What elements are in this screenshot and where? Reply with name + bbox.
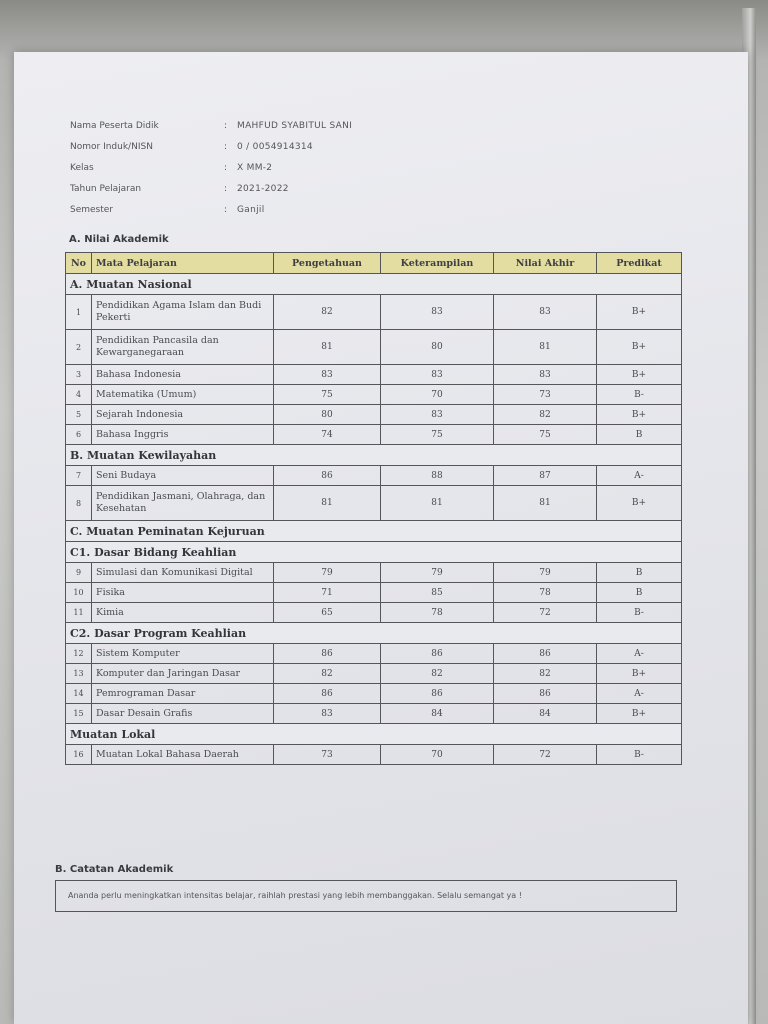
group-row xyxy=(66,623,682,644)
row-no: 5 xyxy=(66,405,92,425)
row-final: 83 xyxy=(494,295,597,330)
row-knowledge: 82 xyxy=(274,664,381,684)
row-knowledge: 82 xyxy=(274,295,381,330)
table-row xyxy=(66,745,682,765)
row-no: 13 xyxy=(66,664,92,684)
row-subject: Fisika xyxy=(92,583,274,603)
table-header-row xyxy=(66,253,682,274)
group-title: C2. Dasar Program Keahlian xyxy=(66,623,682,644)
info-value: 2021-2022 xyxy=(237,184,289,194)
table-row xyxy=(66,563,682,583)
row-final: 86 xyxy=(494,644,597,664)
table-row xyxy=(66,295,682,330)
row-predicate: A- xyxy=(597,466,682,486)
academic-section-title: A. Nilai Akademik xyxy=(69,234,169,245)
notes-section-title: B. Catatan Akademik xyxy=(55,864,174,875)
row-predicate: B+ xyxy=(597,295,682,330)
row-skill: 82 xyxy=(381,664,494,684)
row-knowledge: 73 xyxy=(274,745,381,765)
academic-note: Ananda perlu meningkatkan intensitas belajar, raihlah prestasi yang lebih membanggakan. Selalu semangat ya ! xyxy=(55,880,677,912)
info-label: Kelas xyxy=(70,163,94,173)
row-predicate: A- xyxy=(597,684,682,704)
row-subject: Pendidikan Pancasila dan Kewarganegaraan xyxy=(92,330,274,365)
row-predicate: B xyxy=(597,563,682,583)
table-row xyxy=(66,684,682,704)
group-title: A. Muatan Nasional xyxy=(66,274,682,295)
row-predicate: B- xyxy=(597,385,682,405)
table-row xyxy=(66,466,682,486)
grades-table xyxy=(65,252,682,765)
info-row-semester xyxy=(70,200,470,221)
group-title: C. Muatan Peminatan Kejuruan xyxy=(66,521,682,542)
row-skill: 85 xyxy=(381,583,494,603)
row-knowledge: 81 xyxy=(274,486,381,521)
row-knowledge: 86 xyxy=(274,684,381,704)
table-row xyxy=(66,664,682,684)
info-row-name xyxy=(70,116,470,137)
table-row xyxy=(66,603,682,623)
row-no: 4 xyxy=(66,385,92,405)
row-knowledge: 83 xyxy=(274,704,381,724)
row-no: 3 xyxy=(66,365,92,385)
row-no: 16 xyxy=(66,745,92,765)
row-knowledge: 81 xyxy=(274,330,381,365)
row-final: 83 xyxy=(494,365,597,385)
row-final: 78 xyxy=(494,583,597,603)
row-subject: Seni Budaya xyxy=(92,466,274,486)
info-colon: : xyxy=(224,121,228,131)
row-final: 84 xyxy=(494,704,597,724)
row-final: 72 xyxy=(494,603,597,623)
info-value: Ganjil xyxy=(237,205,265,215)
row-knowledge: 79 xyxy=(274,563,381,583)
group-title: Muatan Lokal xyxy=(66,724,682,745)
row-subject: Bahasa Indonesia xyxy=(92,365,274,385)
row-subject: Matematika (Umum) xyxy=(92,385,274,405)
row-skill: 83 xyxy=(381,295,494,330)
row-knowledge: 83 xyxy=(274,365,381,385)
row-skill: 86 xyxy=(381,684,494,704)
row-predicate: B- xyxy=(597,603,682,623)
row-subject: Pendidikan Agama Islam dan Budi Pekerti xyxy=(92,295,274,330)
header-knowledge: Pengetahuan xyxy=(274,253,381,274)
info-colon: : xyxy=(224,205,228,215)
row-knowledge: 80 xyxy=(274,405,381,425)
row-no: 9 xyxy=(66,563,92,583)
report-sheet xyxy=(14,52,748,1024)
row-predicate: B xyxy=(597,425,682,445)
row-no: 14 xyxy=(66,684,92,704)
table-row xyxy=(66,704,682,724)
row-skill: 86 xyxy=(381,644,494,664)
row-predicate: A- xyxy=(597,644,682,664)
row-final: 86 xyxy=(494,684,597,704)
info-label: Nomor Induk/NISN xyxy=(70,142,153,152)
header-no: No xyxy=(66,253,92,274)
header-predicate: Predikat xyxy=(597,253,682,274)
info-value: 0 / 0054914314 xyxy=(237,142,313,152)
group-row xyxy=(66,724,682,745)
row-subject: Bahasa Inggris xyxy=(92,425,274,445)
row-skill: 75 xyxy=(381,425,494,445)
table-row xyxy=(66,486,682,521)
row-skill: 70 xyxy=(381,385,494,405)
row-final: 79 xyxy=(494,563,597,583)
row-predicate: B- xyxy=(597,745,682,765)
row-skill: 80 xyxy=(381,330,494,365)
info-row-class xyxy=(70,158,470,179)
row-final: 75 xyxy=(494,425,597,445)
row-no: 1 xyxy=(66,295,92,330)
row-no: 10 xyxy=(66,583,92,603)
info-value: MAHFUD SYABITUL SANI xyxy=(237,121,353,131)
info-row-nisn xyxy=(70,137,470,158)
row-no: 7 xyxy=(66,466,92,486)
row-final: 81 xyxy=(494,330,597,365)
row-skill: 81 xyxy=(381,486,494,521)
row-predicate: B+ xyxy=(597,365,682,385)
row-no: 6 xyxy=(66,425,92,445)
row-knowledge: 71 xyxy=(274,583,381,603)
row-subject: Dasar Desain Grafis xyxy=(92,704,274,724)
table-row xyxy=(66,425,682,445)
row-subject: Kimia xyxy=(92,603,274,623)
table-row xyxy=(66,330,682,365)
info-label: Tahun Pelajaran xyxy=(70,184,142,194)
table-row xyxy=(66,583,682,603)
row-subject: Sistem Komputer xyxy=(92,644,274,664)
row-knowledge: 65 xyxy=(274,603,381,623)
row-subject: Sejarah Indonesia xyxy=(92,405,274,425)
row-subject: Pemrograman Dasar xyxy=(92,684,274,704)
row-skill: 78 xyxy=(381,603,494,623)
info-colon: : xyxy=(224,163,228,173)
group-row xyxy=(66,445,682,466)
row-subject: Simulasi dan Komunikasi Digital xyxy=(92,563,274,583)
row-predicate: B+ xyxy=(597,704,682,724)
row-subject: Komputer dan Jaringan Dasar xyxy=(92,664,274,684)
row-subject: Muatan Lokal Bahasa Daerah xyxy=(92,745,274,765)
row-skill: 83 xyxy=(381,365,494,385)
row-final: 73 xyxy=(494,385,597,405)
row-skill: 84 xyxy=(381,704,494,724)
row-knowledge: 86 xyxy=(274,644,381,664)
row-predicate: B+ xyxy=(597,664,682,684)
header-subject: Mata Pelajaran xyxy=(92,253,274,274)
row-final: 82 xyxy=(494,664,597,684)
row-final: 81 xyxy=(494,486,597,521)
student-info xyxy=(70,116,470,221)
group-title: C1. Dasar Bidang Keahlian xyxy=(66,542,682,563)
group-title: B. Muatan Kewilayahan xyxy=(66,445,682,466)
row-no: 12 xyxy=(66,644,92,664)
group-row xyxy=(66,521,682,542)
group-row xyxy=(66,542,682,563)
row-no: 2 xyxy=(66,330,92,365)
row-skill: 70 xyxy=(381,745,494,765)
row-skill: 88 xyxy=(381,466,494,486)
row-knowledge: 75 xyxy=(274,385,381,405)
table-row xyxy=(66,405,682,425)
header-final: Nilai Akhir xyxy=(494,253,597,274)
row-no: 11 xyxy=(66,603,92,623)
info-row-year xyxy=(70,179,470,200)
table-row xyxy=(66,385,682,405)
row-final: 72 xyxy=(494,745,597,765)
row-final: 82 xyxy=(494,405,597,425)
row-predicate: B xyxy=(597,583,682,603)
group-row xyxy=(66,274,682,295)
row-predicate: B+ xyxy=(597,330,682,365)
row-no: 8 xyxy=(66,486,92,521)
info-colon: : xyxy=(224,184,228,194)
row-knowledge: 74 xyxy=(274,425,381,445)
table-row xyxy=(66,644,682,664)
table-row xyxy=(66,365,682,385)
row-knowledge: 86 xyxy=(274,466,381,486)
row-final: 87 xyxy=(494,466,597,486)
info-label: Nama Peserta Didik xyxy=(70,121,159,131)
row-predicate: B+ xyxy=(597,405,682,425)
row-predicate: B+ xyxy=(597,486,682,521)
row-subject: Pendidikan Jasmani, Olahraga, dan Kesehatan xyxy=(92,486,274,521)
header-skill: Keterampilan xyxy=(381,253,494,274)
info-colon: : xyxy=(224,142,228,152)
row-skill: 79 xyxy=(381,563,494,583)
info-value: X MM-2 xyxy=(237,163,273,173)
row-skill: 83 xyxy=(381,405,494,425)
row-no: 15 xyxy=(66,704,92,724)
info-label: Semester xyxy=(70,205,114,215)
